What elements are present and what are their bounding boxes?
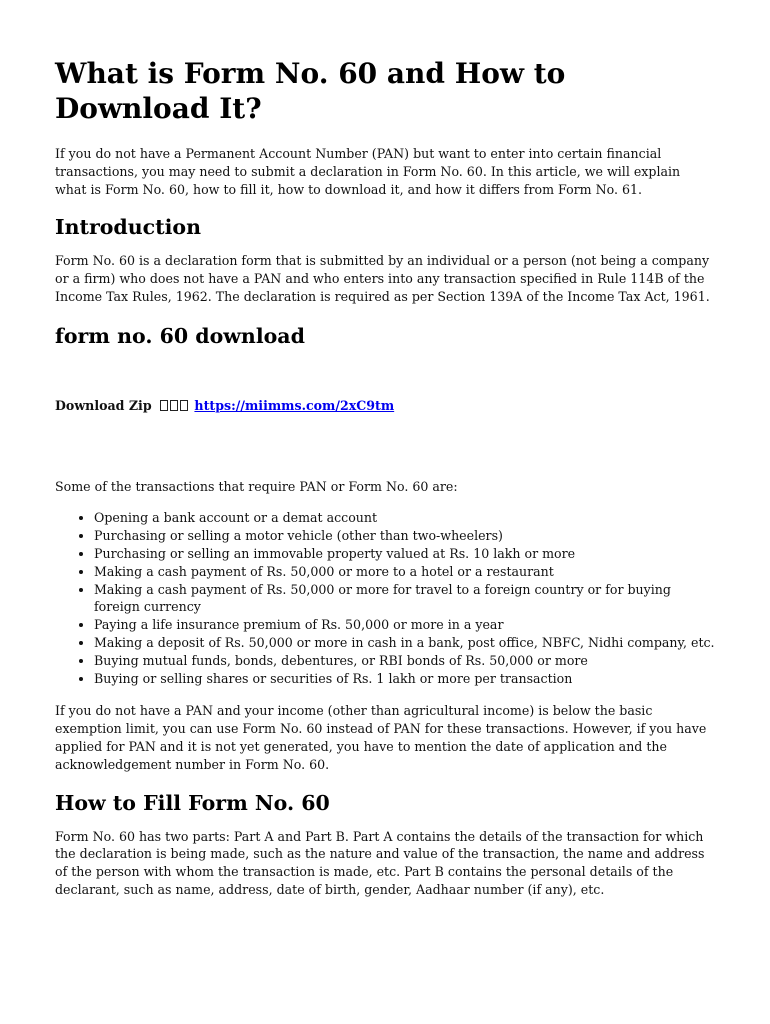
intro-paragraph: If you do not have a Permanent Account Number (PAN) but want to enter into certain financial transactions, you may need to submit a declaration in Form No. 60. In this article, we will explain what is Form No. 60, how to fill it, how to download it, and how it differs from Form No. 61.: [55, 146, 681, 197]
placeholder-glyphs: [160, 398, 194, 413]
introduction-paragraph: Form No. 60 is a declaration form that is submitted by an individual or a person (not being a company or a firm) who does not have a PAN and who enters into any transaction specified in Rule 114B of the Income Tax Rules, 1962. The declaration is required as per Section 139A of the Income Tax Act, 1961.: [55, 253, 710, 304]
list-item: • Making a cash payment of Rs. 50,000 or more for travel to a foreign country or for buying foreign currency: [94, 581, 715, 617]
missing-glyph-icon: [170, 400, 178, 411]
list-item: • Purchasing or selling a motor vehicle (other than two-wheelers): [94, 527, 715, 545]
list-item: • Opening a bank account or a demat account: [94, 509, 715, 527]
missing-glyph-icon: [160, 400, 168, 411]
list-item: • Making a deposit of Rs. 50,000 or more in cash in a bank, post office, NBFC, Nidhi company, etc.: [94, 634, 715, 652]
transactions-list: [55, 509, 715, 687]
list-item: • Paying a life insurance premium of Rs. 50,000 or more in a year: [94, 616, 715, 634]
download-label: Download Zip: [55, 397, 152, 413]
download-line: [55, 397, 715, 415]
list-item: • Buying or selling shares or securities of Rs. 1 lakh or more per transaction: [94, 670, 715, 688]
download-heading: form no. 60 download: [55, 323, 305, 348]
transactions-closing: If you do not have a PAN and your income (other than agricultural income) is below the basic exemption limit, you can use Form No. 60 instead of PAN for these transactions. However, if you have applied for PAN and it is not yet generated, you have to mention the date of application and the acknowledgement number in Form No. 60.: [55, 703, 707, 772]
list-item: • Making a cash payment of Rs. 50,000 or more to a hotel or a restaurant: [94, 563, 715, 581]
how-to-fill-heading: How to Fill Form No. 60: [55, 790, 330, 815]
article-title: What is Form No. 60 and How to Download It?: [55, 57, 566, 125]
list-item: • Purchasing or selling an immovable property valued at Rs. 10 lakh or more: [94, 545, 715, 563]
missing-glyph-icon: [180, 400, 188, 411]
list-item: • Buying mutual funds, bonds, debentures, or RBI bonds of Rs. 50,000 or more: [94, 652, 715, 670]
introduction-heading: Introduction: [55, 215, 201, 240]
how-to-fill-paragraph: Form No. 60 has two parts: Part A and Part B. Part A contains the details of the transaction for which the declaration is being made, such as the nature and value of the transaction, the name and address of the person with whom the transaction is made, etc. Part B contains the personal details of the declarant, such as name, address, date of birth, gender, Aadhaar number (if any), etc.: [55, 828, 705, 897]
transactions-lead: Some of the transactions that require PAN or Form No. 60 are:: [55, 478, 458, 494]
download-link[interactable]: https://miimms.com/2xC9tm: [194, 397, 395, 413]
